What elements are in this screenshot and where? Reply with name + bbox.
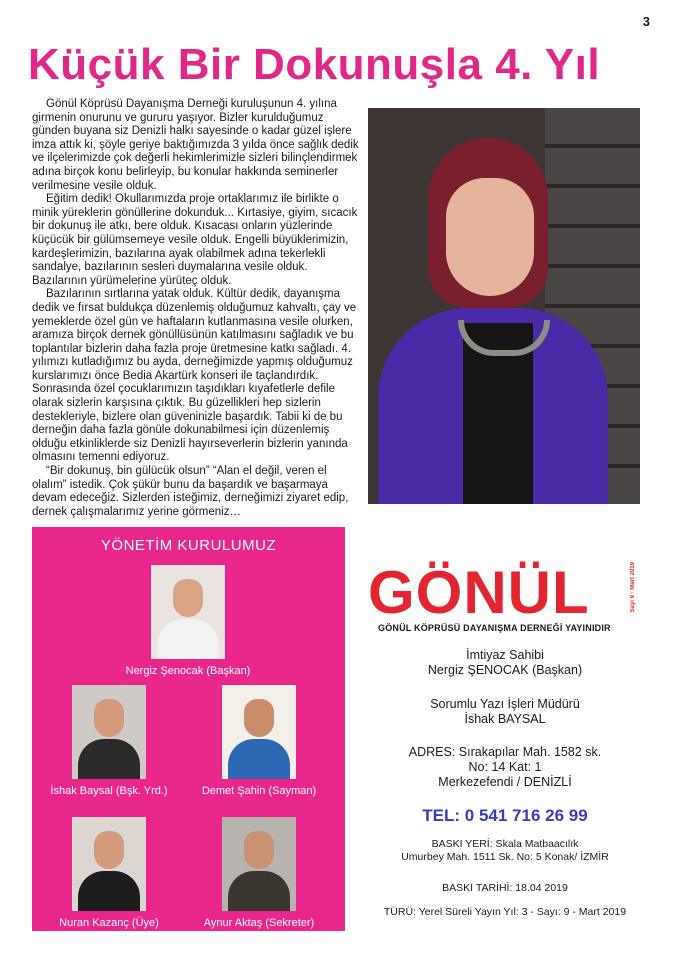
- address-line: No: 14 Kat: 1: [468, 760, 542, 774]
- article-body: [32, 98, 362, 519]
- board-member: [34, 685, 184, 797]
- page-title: Küçük Bir Dokunuşla 4. Yıl: [28, 40, 601, 89]
- print-address: Umurbey Mah. 1511 Sk. No: 5 Konak/ İZMİR: [401, 851, 609, 863]
- president-photo: [368, 108, 640, 504]
- issue-side-label: Sayı 9 · Mart 2019: [630, 562, 636, 613]
- member-photo-head: [94, 831, 124, 869]
- print-place: BASKI YERİ: Skala Matbaacılık: [431, 838, 579, 850]
- owner-block: [372, 648, 638, 678]
- member-photo: [222, 817, 296, 911]
- member-photo-head: [244, 699, 274, 737]
- editor-label: Sorumlu Yazı İşleri Müdürü: [430, 697, 580, 711]
- board-panel: [32, 527, 345, 931]
- member-photo: [72, 817, 146, 911]
- print-block: [372, 838, 638, 864]
- member-photo-body: [228, 739, 290, 779]
- member-photo-head: [173, 579, 203, 617]
- publication-logo: GÖNÜL: [368, 559, 590, 626]
- address-line: ADRES: Sırakapılar Mah. 1582 sk.: [408, 745, 602, 759]
- member-photo: [222, 685, 296, 779]
- member-caption: Nergiz Şenocak (Başkan): [125, 665, 251, 677]
- member-caption: Demet Şahin (Sayman): [201, 785, 317, 797]
- editor-block: [372, 697, 638, 727]
- publication-type: TÜRÜ: Yerel Süreli Yayın Yıl: 3 - Sayı: 9 - Mart 2019: [383, 906, 627, 918]
- member-photo-body: [78, 739, 140, 779]
- board-member: [184, 685, 334, 797]
- article-paragraph: Eğitim dedik! Okullarımızda proje ortaklarımız ile birlikte o minik yüreklerin gönüllerine dokunduk... Kırtasiye, giyim, sıcacık bir dokunuş ile atkı, bere olduk. Kısacası onların yüzlerinde küçücük bir gülümsemeye vesile olduk. Engelli büyüklerimizin, kardeşlerimizin, bazılarına ayak olabilmek adına tekerlekli sandalye, bazılarının sesleri duymalarına vesile olduk. Bazılarının yürümelerine yürüteç olduk.: [32, 193, 358, 287]
- member-caption: Nuran Kazanç (Üye): [59, 917, 159, 929]
- article-paragraph: Gönül Köprüsü Dayanışma Derneği kuruluşunun 4. yılına girmenin onurunu ve gururu yaşıyor. Bizler kurulduğumuz günden buyana siz Denizli halkı sayesinde o kadar güzel işlere imza attık ki, şöyle geriye baktığımızda 3 yılda önce sağlık dedik ve ilçelerimizde çok değerli hekimlerimizle sizleri bilinçlendirmek adına birçok konu belirleyip, bu konular hakkında seminerler verilmesine vesile olduk.: [32, 98, 359, 192]
- owner-name: Nergiz ŞENOCAK (Başkan): [427, 663, 583, 677]
- board-heading: YÖNETİM KURULUMUZ: [100, 537, 277, 554]
- article-paragraph: “Bir dokunuş, bin gülücük olsun” “Alan el değil, veren el olalım” istedik. Çok şükür bunu da başardık ve başarmaya devam edeceğiz. Sizlerden isteğimiz, derneğimizi ziyaret edip, dernek çalışmalarımız yerine görmeniz…: [32, 465, 349, 518]
- board-member: [34, 817, 184, 929]
- member-photo-head: [94, 699, 124, 737]
- member-photo-body: [228, 871, 290, 911]
- print-date: BASKI TARİHİ: 18.04 2019: [442, 882, 568, 894]
- editor-name: İshak BAYSAL: [464, 712, 546, 726]
- board-member: [184, 817, 334, 929]
- owner-label: İmtiyaz Sahibi: [466, 648, 544, 662]
- member-caption: Aynur Aktaş (Sekreter): [203, 917, 315, 929]
- member-photo-body: [157, 619, 219, 659]
- member-photo: [151, 565, 225, 659]
- board-member: [113, 565, 263, 677]
- page-number: 3: [642, 14, 650, 29]
- member-photo: [72, 685, 146, 779]
- member-photo-body: [78, 871, 140, 911]
- publication-subtitle: GÖNÜL KÖPRÜSÜ DAYANIŞMA DERNEĞİ YAYINIDIR: [378, 623, 611, 633]
- telephone: TEL: 0 541 716 26 99: [422, 806, 588, 825]
- member-caption: İshak Baysal (Bşk. Yrd.): [50, 785, 168, 797]
- address-block: [372, 745, 638, 790]
- photo-face: [446, 178, 534, 296]
- address-line: Merkezefendi / DENİZLİ: [438, 775, 572, 789]
- article-paragraph: Bazılarının sırtlarına yatak olduk. Kültür dedik, dayanışma dedik ve fırsat buldukça düzenlemiş olduğumuz kahvaltı, çay ve yemeklerde özel gün ve haftaların kutlanmasına vesile olurken, aramıza birçok dernek gönüllüsünün katılmasını sağladık ve bu toplantılar bizlerin daha fazla proje üretmesine katkı sağladı. 4. yılımızı kutladığımız bu ayda, derneğimizde yapmış olduğumuz kurslarımızı önce Bedia Akartürk konseri ile taçlandırdık. Sonrasında özel çocuklarımızın taşıdıkları kıyafetlerle defile olarak sizlerin karşısına çıktık. Bu güzellikleri hep sizlerin destekleriyle, bizlere olan güveninizle başardık. Tabii ki de bu derneğin daha fazla gönüle dokunabilmesi için düzenlemiş olduğu etkinliklerde siz Denizli hayırseverlerin bizlerin yanında olmasını temenni ediyoruz.: [32, 288, 357, 464]
- member-photo-head: [244, 831, 274, 869]
